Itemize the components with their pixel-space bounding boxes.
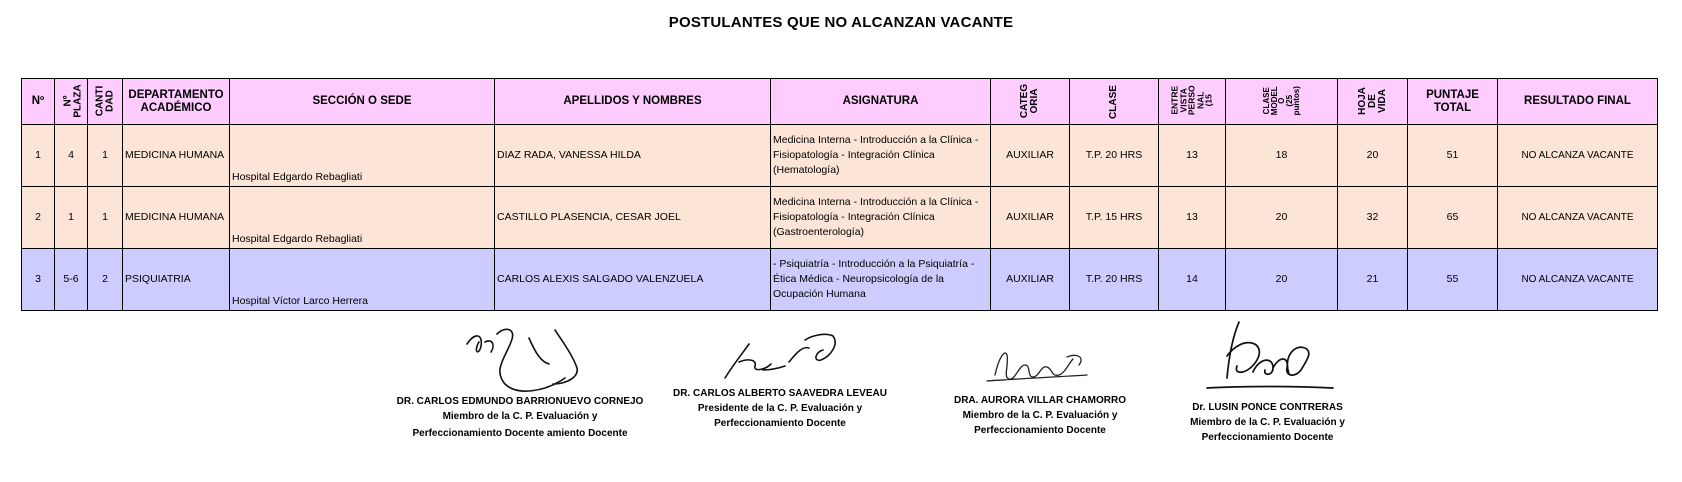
header-entrevista xyxy=(1159,79,1226,125)
cell-clase-modelo: 18 xyxy=(1226,125,1338,187)
cell-asignatura: Medicina Interna - Introducción a la Clínica - Fisiopatología - Integración Clínica (Gastroenterología) xyxy=(771,187,991,249)
signature-block-2 xyxy=(660,322,900,431)
cell-entrevista: 13 xyxy=(1159,125,1226,187)
cell-puntaje-total: 55 xyxy=(1408,249,1498,311)
header-cantidad xyxy=(88,79,123,125)
cell-plaza: 5-6 xyxy=(55,249,88,311)
signatory-role: Perfeccionamiento Docente amiento Docente xyxy=(412,428,628,439)
handwritten-signature-3 xyxy=(975,335,1105,391)
header-plaza-label: Nº PLAZA xyxy=(62,84,84,118)
header-plaza xyxy=(55,79,88,125)
header-clase-label: CLASE xyxy=(1108,85,1119,119)
signatory-role: Miembro de la C. P. Evaluación y xyxy=(442,411,598,422)
cell-categoria: AUXILIAR xyxy=(991,249,1070,311)
cell-categoria: AUXILIAR xyxy=(991,125,1070,187)
cell-seccion: Hospital Víctor Larco Herrera xyxy=(230,249,495,311)
handwritten-signature-2 xyxy=(705,322,855,388)
cell-apellidos: DIAZ RADA, VANESSA HILDA xyxy=(495,125,771,187)
cell-seccion: Hospital Edgardo Rebagliati xyxy=(230,125,495,187)
cell-resultado-final: NO ALCANZA VACANTE xyxy=(1498,187,1658,249)
signatory-name: DR. CARLOS ALBERTO SAAVEDRA LEVEAU xyxy=(673,388,887,399)
cell-clase: T.P. 20 HRS xyxy=(1070,125,1159,187)
cell-categoria: AUXILIAR xyxy=(991,187,1070,249)
cell-entrevista: 14 xyxy=(1159,249,1226,311)
header-hoja-vida-label: HOJA DE VIDA xyxy=(1356,87,1388,115)
signatory-name: DR. CARLOS EDMUNDO BARRIONUEVO CORNEJO xyxy=(396,396,644,407)
header-resultado-final: RESULTADO FINAL xyxy=(1498,79,1658,125)
cell-hoja-vida: 20 xyxy=(1338,125,1408,187)
signatory-role: Presidente de la C. P. Evaluación y xyxy=(697,403,863,414)
table-row xyxy=(22,187,1658,249)
cell-apellidos: CASTILLO PLASENCIA, CESAR JOEL xyxy=(495,187,771,249)
signatory-name: Dr. LUSIN PONCE CONTRERAS xyxy=(1192,402,1343,413)
header-categoria xyxy=(991,79,1070,125)
signatory-role: Perfeccionamiento Docente xyxy=(714,418,846,429)
cell-plaza: 1 xyxy=(55,187,88,249)
header-clase-modelo xyxy=(1226,79,1338,125)
signatory-role: Miembro de la C. P. Evaluación y xyxy=(1190,417,1345,428)
header-clase xyxy=(1070,79,1159,125)
cell-departamento: MEDICINA HUMANA xyxy=(123,187,230,249)
header-seccion: SECCIÓN O SEDE xyxy=(230,79,495,125)
header-cantidad-label: CANTI DAD xyxy=(94,85,116,117)
cell-hoja-vida: 32 xyxy=(1338,187,1408,249)
cell-cantidad: 1 xyxy=(88,125,123,187)
cell-clase: T.P. 15 HRS xyxy=(1070,187,1159,249)
cell-hoja-vida: 21 xyxy=(1338,249,1408,311)
results-table-container xyxy=(21,78,1657,311)
header-num xyxy=(22,79,55,125)
cell-resultado-final: NO ALCANZA VACANTE xyxy=(1498,125,1658,187)
handwritten-signature-4 xyxy=(1193,316,1343,402)
cell-departamento: MEDICINA HUMANA xyxy=(123,125,230,187)
cell-cantidad: 2 xyxy=(88,249,123,311)
cell-asignatura: Medicina Interna - Introducción a la Clínica - Fisiopatología - Integración Clínica (Hematología) xyxy=(771,125,991,187)
table-header-row xyxy=(22,79,1658,125)
signatory-name: DRA. AURORA VILLAR CHAMORRO xyxy=(953,395,1127,406)
header-departamento: DEPARTAMENTO ACADÉMICO xyxy=(123,79,230,125)
page-title: POSTULANTES QUE NO ALCANZAN VACANTE xyxy=(668,14,1014,31)
header-apellidos: APELLIDOS Y NOMBRES xyxy=(495,79,771,125)
cell-seccion: Hospital Edgardo Rebagliati xyxy=(230,187,495,249)
cell-plaza: 4 xyxy=(55,125,88,187)
header-puntaje-total: PUNTAJE TOTAL xyxy=(1408,79,1498,125)
signatory-role: Miembro de la C. P. Evaluación y xyxy=(962,410,1118,421)
signatory-role: Perfeccionamiento Docente xyxy=(1201,432,1334,443)
signature-block-4 xyxy=(1160,316,1375,445)
results-table xyxy=(21,78,1658,311)
cell-asignatura: - Psiquiatría - Introducción a la Psiquiatría - Ética Médica - Neuropsicología de la Ocupación Humana xyxy=(771,249,991,311)
cell-clase: T.P. 20 HRS xyxy=(1070,249,1159,311)
cell-puntaje-total: 51 xyxy=(1408,125,1498,187)
signatory-role: Perfeccionamiento Docente xyxy=(974,425,1106,436)
cell-resultado-final: NO ALCANZA VACANTE xyxy=(1498,249,1658,311)
signature-block-3 xyxy=(935,335,1145,438)
cell-apellidos: CARLOS ALEXIS SALGADO VALENZUELA xyxy=(495,249,771,311)
header-entrevista-label: ENTRE VISTA PERSO NAL (15 xyxy=(1169,85,1214,116)
cell-num: 3 xyxy=(22,249,55,311)
cell-departamento: PSIQUIATRIA xyxy=(123,249,230,311)
header-hoja-vida xyxy=(1338,79,1408,125)
cell-num: 2 xyxy=(22,187,55,249)
header-asignatura: ASIGNATURA xyxy=(771,79,991,125)
signature-block-1 xyxy=(395,312,645,441)
header-categoria-label: CATEG ORIA xyxy=(1018,83,1040,119)
header-clase-modelo-label: CLASE MODEL O (25 puntos) xyxy=(1261,85,1301,115)
cell-clase-modelo: 20 xyxy=(1226,249,1338,311)
cell-entrevista: 13 xyxy=(1159,187,1226,249)
cell-puntaje-total: 65 xyxy=(1408,187,1498,249)
header-num-label: Nº xyxy=(31,95,45,107)
cell-cantidad: 1 xyxy=(88,187,123,249)
table-row xyxy=(22,125,1658,187)
cell-num: 1 xyxy=(22,125,55,187)
handwritten-signature-1 xyxy=(445,312,595,402)
table-row xyxy=(22,249,1658,311)
cell-clase-modelo: 20 xyxy=(1226,187,1338,249)
